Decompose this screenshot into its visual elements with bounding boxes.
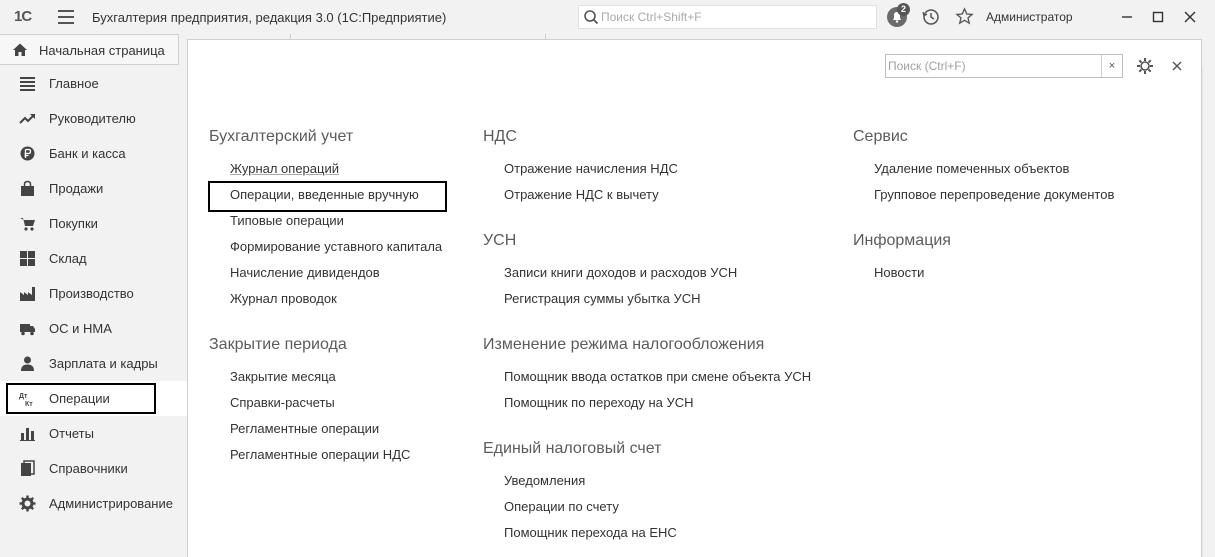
sidebar-item-label: Операции — [49, 391, 110, 406]
gear-icon — [19, 495, 36, 512]
link-typical-operations[interactable]: Типовые операции — [230, 213, 344, 228]
sidebar-item-warehouse[interactable] — [0, 241, 187, 276]
ruble-coin-icon — [19, 145, 36, 162]
link-calculation-statements[interactable]: Справки-расчеты — [230, 395, 335, 410]
sidebar-item-fixed-assets[interactable] — [0, 311, 187, 346]
sidebar-item-label: ОС и НМА — [49, 321, 112, 336]
history-icon[interactable] — [922, 8, 940, 26]
title-bar — [0, 0, 1215, 35]
dt-kt-icon-kt: Кт — [25, 401, 33, 407]
trend-icon — [19, 110, 36, 127]
warehouse-grid-icon — [19, 250, 36, 267]
list-icon — [19, 75, 36, 92]
link-routine-vat-operations[interactable]: Регламентные операции НДС — [230, 447, 411, 462]
link-delete-marked[interactable]: Удаление помеченных объектов — [874, 161, 1070, 176]
sidebar-item-sales[interactable] — [0, 171, 187, 206]
group-title-closing: Закрытие периода — [209, 336, 347, 353]
link-usn-ledger[interactable]: Записи книги доходов и расходов УСН — [504, 265, 738, 280]
group-title-info: Информация — [853, 232, 951, 249]
sidebar-item-label: Администрирование — [49, 496, 173, 511]
group-title-ens: Единый налоговый счет — [483, 440, 662, 457]
sidebar-item-label: Производство — [49, 286, 134, 301]
search-icon — [583, 9, 599, 25]
link-news[interactable]: Новости — [874, 265, 925, 280]
sidebar-item-reports[interactable] — [0, 416, 187, 451]
link-manual-operations[interactable]: Операции, введенные вручную — [230, 187, 419, 202]
sidebar-item-label: Покупки — [49, 216, 98, 231]
maximize-icon[interactable] — [1151, 10, 1165, 24]
home-page-tab[interactable] — [0, 34, 179, 65]
books-icon — [19, 460, 36, 477]
group-title-service: Сервис — [853, 128, 908, 145]
link-batch-reposting[interactable]: Групповое перепроведение документов — [874, 187, 1115, 202]
link-dividends[interactable]: Начисление дивидендов — [230, 265, 380, 280]
group-title-accounting: Бухгалтерский учет — [209, 128, 354, 145]
sidebar-item-purchases[interactable] — [0, 206, 187, 241]
link-account-operations[interactable]: Операции по счету — [504, 499, 619, 514]
sidebar-item-production[interactable] — [0, 276, 187, 311]
sidebar-item-label: Справочники — [49, 461, 128, 476]
shopping-bag-icon — [19, 180, 36, 197]
operations-highlight-frame — [6, 383, 156, 414]
app-logo: 1С — [14, 8, 32, 25]
link-usn-transition-assistant[interactable]: Помощник по переходу на УСН — [504, 395, 694, 410]
sidebar-item-bank[interactable] — [0, 136, 187, 171]
manual-operations-highlight-frame — [208, 181, 447, 212]
dt-kt-icon-dt: Дт — [19, 393, 28, 400]
group-title-vat: НДС — [483, 128, 517, 145]
clear-search-button[interactable]: × — [1101, 55, 1122, 77]
sections-sidebar — [0, 66, 187, 557]
favorites-star-icon[interactable] — [955, 7, 974, 26]
link-vat-accrual[interactable]: Отражение начисления НДС — [504, 161, 678, 176]
link-share-capital[interactable]: Формирование уставного капитала — [230, 239, 443, 254]
sidebar-item-label: Банк и касса — [49, 146, 126, 161]
link-usn-balance-assistant[interactable]: Помощник ввода остатков при смене объекта УСН — [504, 369, 812, 384]
link-entries-journal[interactable]: Журнал проводок — [230, 291, 337, 306]
group-title-usn: УСН — [483, 232, 517, 249]
sidebar-item-payroll[interactable] — [0, 346, 187, 381]
sidebar-item-label: Зарплата и кадры — [49, 356, 158, 371]
settings-gear-icon[interactable] — [1136, 57, 1154, 75]
sidebar-item-main[interactable] — [0, 66, 187, 101]
bar-chart-icon — [19, 425, 36, 442]
sidebar-item-manager[interactable] — [0, 101, 187, 136]
cart-icon — [19, 215, 36, 232]
notifications-count-badge: 2 — [897, 3, 910, 16]
close-window-icon[interactable] — [1183, 10, 1197, 24]
sidebar-item-label: Главное — [49, 76, 99, 91]
link-notifications[interactable]: Уведомления — [504, 473, 586, 488]
operations-section-panel — [187, 39, 1202, 557]
current-user[interactable]: Администратор — [986, 10, 1073, 24]
app-title: Бухгалтерия предприятия, редакция 3.0 (1С:Предприятие) — [92, 10, 447, 25]
link-month-closing[interactable]: Закрытие месяца — [230, 369, 336, 384]
link-ens-transition-assistant[interactable]: Помощник перехода на ЕНС — [504, 525, 677, 540]
group-title-tax-regime: Изменение режима налогообложения — [483, 336, 765, 353]
home-icon — [12, 42, 28, 58]
sidebar-item-catalogs[interactable] — [0, 451, 187, 486]
panel-right-edge — [1202, 66, 1203, 557]
section-search-input[interactable] — [888, 57, 1098, 75]
truck-icon — [19, 320, 36, 337]
home-tab-label: Начальная страница — [39, 43, 165, 58]
global-search-input[interactable] — [601, 8, 871, 26]
link-operations-journal[interactable]: Журнал операций — [230, 161, 339, 176]
person-icon — [19, 355, 36, 372]
section-search-box[interactable] — [885, 54, 1123, 78]
link-usn-loss[interactable]: Регистрация суммы убытка УСН — [504, 291, 701, 306]
global-search-box[interactable] — [578, 5, 877, 29]
sidebar-item-administration[interactable] — [0, 486, 187, 521]
close-panel-icon[interactable] — [1171, 60, 1183, 72]
link-vat-deduction[interactable]: Отражение НДС к вычету — [504, 187, 659, 202]
link-routine-operations[interactable]: Регламентные операции — [230, 421, 380, 436]
sidebar-item-label: Руководителю — [49, 111, 136, 126]
sidebar-item-label: Продажи — [49, 181, 104, 196]
main-menu-icon[interactable] — [58, 10, 74, 24]
sidebar-item-label: Склад — [49, 251, 87, 266]
minimize-icon[interactable] — [1120, 10, 1134, 24]
sidebar-item-label: Отчеты — [49, 426, 94, 441]
factory-icon — [19, 285, 36, 302]
